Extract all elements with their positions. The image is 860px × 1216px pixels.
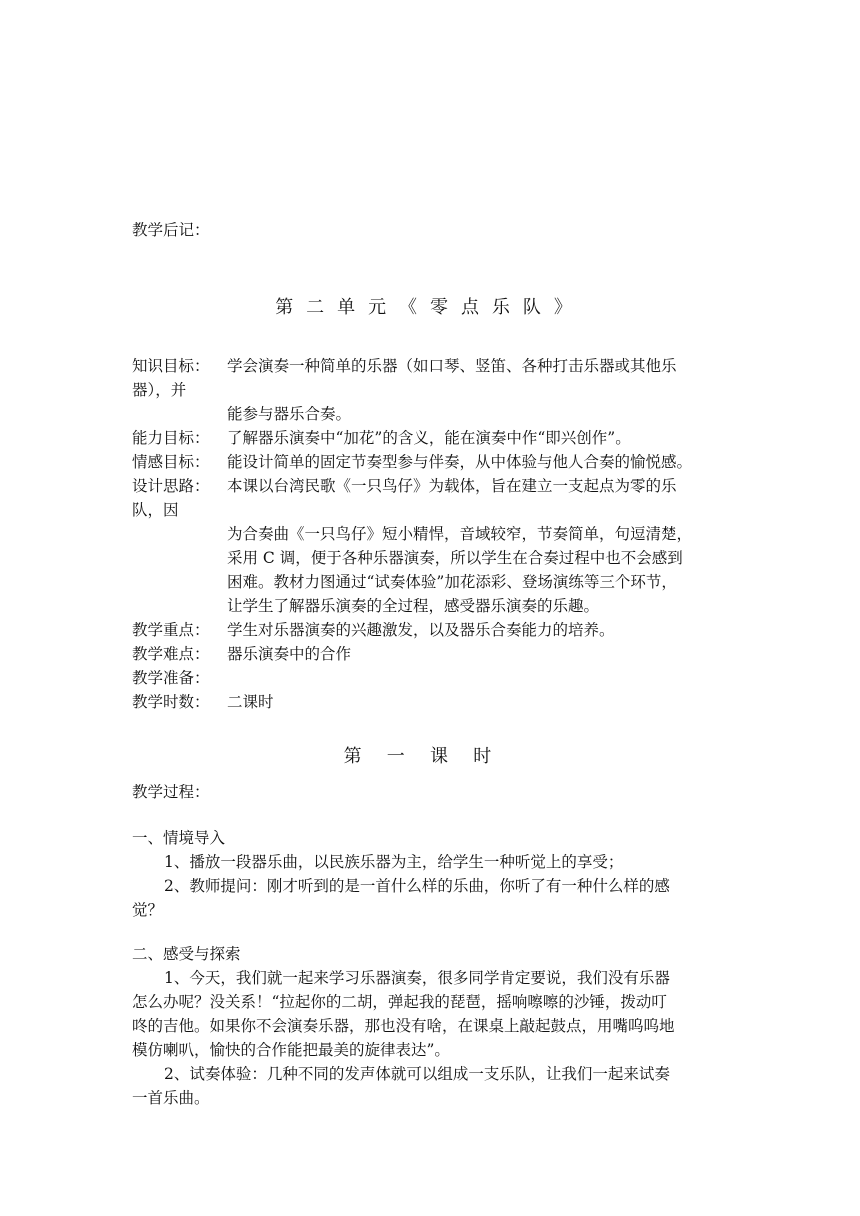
teaching-hours	[132, 690, 732, 714]
section2-item1-line4: 模仿喇叭，愉快的合作能把最美的旋律表达”。	[132, 1041, 450, 1059]
design-text-3: 为合奏曲《一只鸟仔》短小精悍，音域较窄，节奏简单，句逗清楚，	[227, 525, 693, 543]
design-text-4: 采用 C 调，便于各种乐器演奏，所以学生在合奏过程中也不会感到	[227, 549, 683, 567]
focus-text: 学生对乐器演奏的兴趣激发，以及器乐合奏能力的培养。	[227, 621, 615, 639]
knowledge-text-1: 学会演奏一种简单的乐器（如口琴、竖笛、各种打击乐器或其他乐	[227, 357, 677, 375]
design-label: 设计思路：	[132, 477, 210, 495]
design-text-6: 让学生了解器乐演奏的全过程，感受器乐演奏的乐趣。	[227, 597, 600, 615]
design-idea	[132, 474, 732, 498]
section1-item2-line2: 觉？	[132, 901, 164, 919]
difficulty-label: 教学难点：	[132, 645, 210, 663]
unit-title: 第二单元《零点乐队》	[275, 297, 585, 318]
ability-text: 了解器乐演奏中“加花”的含义，能在演奏中作“即兴创作”。	[227, 429, 631, 447]
emotion-text: 能设计简单的固定节奏型参与伴奏，从中体验与他人合奏的愉悦感。	[227, 453, 693, 471]
section2-item1-line1: 1、今天，我们就一起来学习乐器演奏，很多同学肯定要说，我们没有乐器	[164, 969, 670, 987]
difficulty-text: 器乐演奏中的合作	[227, 645, 352, 663]
teaching-focus	[132, 618, 732, 642]
knowledge-text-3: 能参与器乐合奏。	[227, 405, 352, 423]
section1-heading: 一、情境导入	[132, 829, 226, 847]
knowledge-text-2: 器），并	[132, 381, 187, 399]
objectives-section	[132, 354, 732, 714]
section-intro	[132, 826, 732, 922]
focus-label: 教学重点：	[132, 621, 210, 639]
knowledge-objective	[132, 354, 732, 378]
process-label: 教学过程：	[132, 783, 210, 801]
design-text-2: 队，因	[132, 501, 179, 519]
section2-item1-line3: 咚的吉他。如果你不会演奏乐器，那也没有啥，在课桌上敲起鼓点，用嘴呜呜地	[132, 1017, 675, 1035]
hours-text: 二课时	[227, 693, 274, 711]
knowledge-label: 知识目标：	[132, 357, 210, 375]
section1-item2-line1: 2、教师提问：刚才听到的是一首什么样的乐曲，你听了有一种什么样的感	[164, 877, 670, 895]
section2-item1-line2: 怎么办呢？没关系！“拉起你的二胡，弹起我的琵琶，摇响嚓嚓的沙锤，拨动叮	[132, 993, 667, 1011]
teaching-preparation	[132, 666, 732, 690]
ability-label: 能力目标：	[132, 429, 210, 447]
section-explore	[132, 942, 732, 1110]
section2-item2-line2: 一首乐曲。	[132, 1089, 210, 1107]
emotion-objective	[132, 450, 732, 474]
section1-item1: 1、播放一段器乐曲，以民族乐器为主，给学生一种听觉上的享受；	[164, 853, 624, 871]
emotion-label: 情感目标：	[132, 453, 210, 471]
postscript-label: 教学后记：	[132, 221, 210, 239]
section2-item2-line1: 2、试奏体验：几种不同的发声体就可以组成一支乐队，让我们一起来试奏	[164, 1065, 670, 1083]
design-text-5: 困难。教材力图通过“试奏体验”加花添彩、登场演练等三个环节，	[227, 573, 677, 591]
design-text-1: 本课以台湾民歌《一只鸟仔》为载体，旨在建立一支起点为零的乐	[227, 477, 677, 495]
hours-label: 教学时数：	[132, 693, 210, 711]
teaching-difficulty	[132, 642, 732, 666]
ability-objective	[132, 426, 732, 450]
lesson-title: 第一课时	[343, 746, 517, 767]
section2-heading: 二、感受与探索	[132, 945, 241, 963]
prep-label: 教学准备：	[132, 669, 210, 687]
